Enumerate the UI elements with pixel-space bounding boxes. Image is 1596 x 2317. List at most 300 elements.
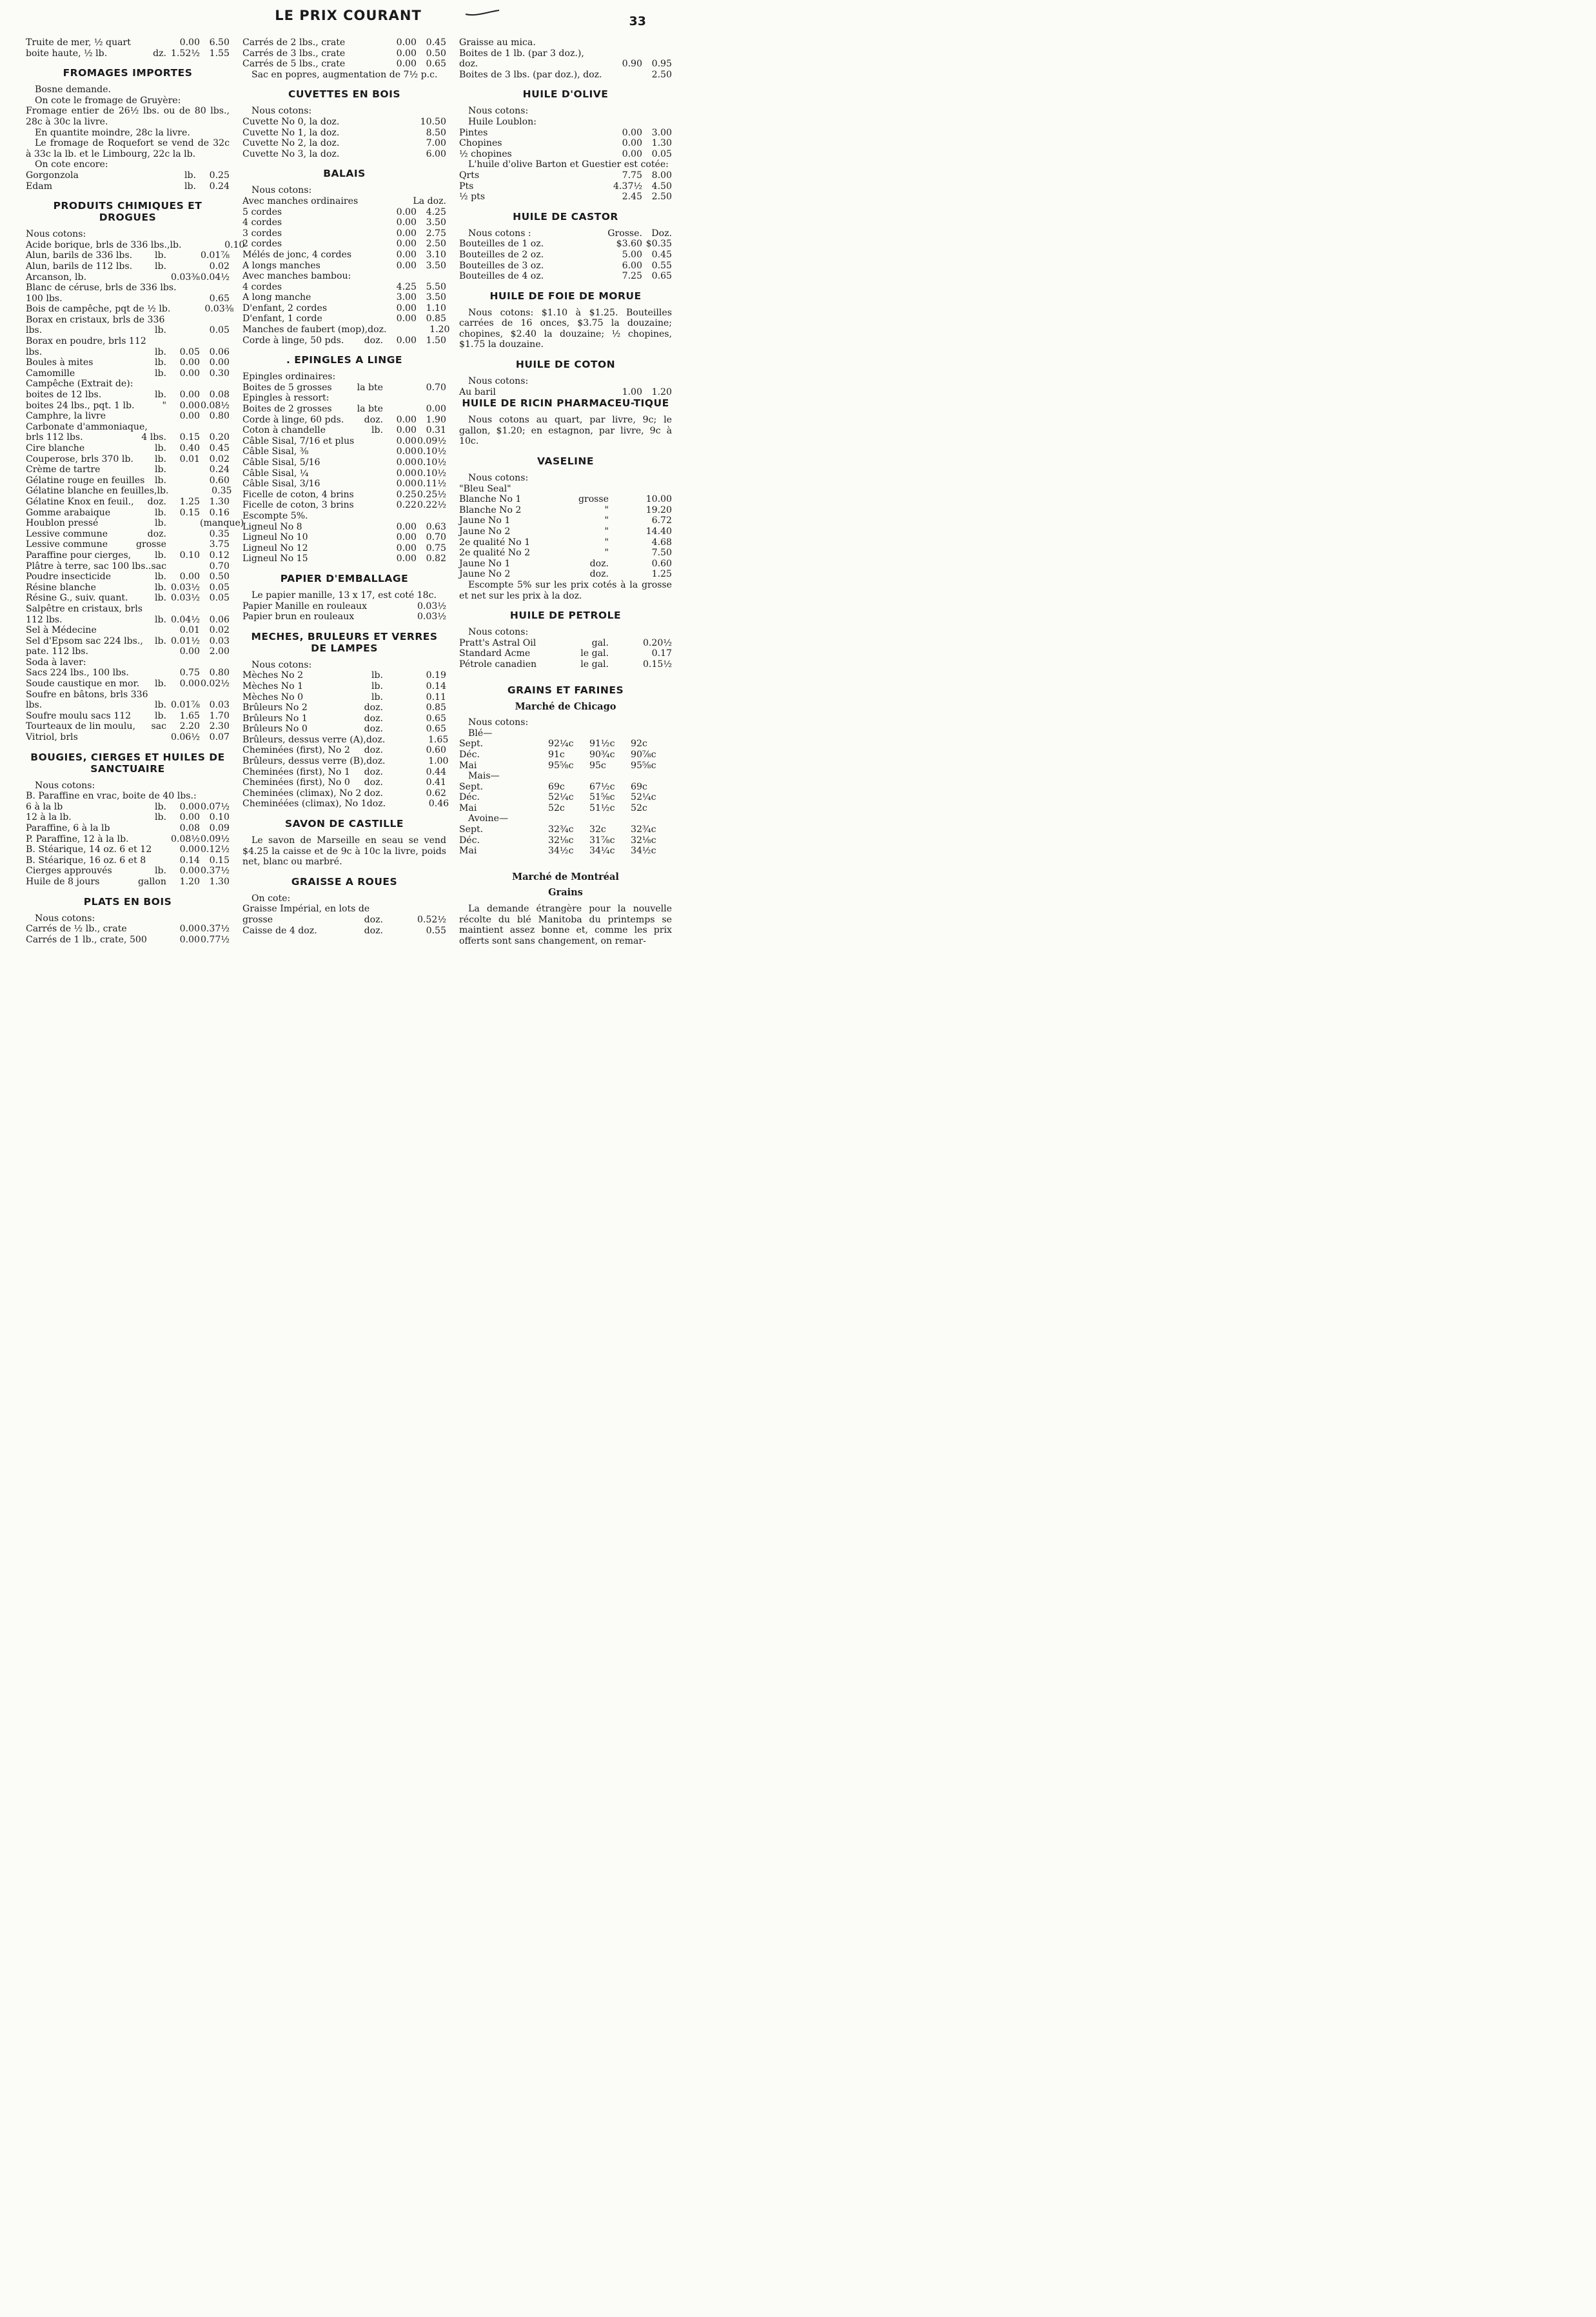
item-price-high: 0.52½ (417, 915, 446, 925)
item-label: A long manche (242, 292, 311, 303)
item-label: Mais— (468, 771, 500, 782)
item-unit: lb. (170, 239, 182, 250)
item-label: B. Paraffine en vrac, boite de 40 lbs.: (26, 791, 197, 802)
item-unit: doz. (364, 724, 383, 735)
item-label: D'enfant, 1 corde (242, 313, 322, 324)
item-price-low: 0.75 (179, 668, 200, 679)
item-price-high: 1.70 (209, 710, 230, 721)
item-unit: lb. (154, 453, 166, 464)
item-label: Brûleurs, dessus verre (A), (242, 734, 366, 745)
item-price-high: 0.03 (209, 700, 230, 711)
list-item (242, 904, 446, 915)
fromages-text-1: Bosne demande. (35, 85, 112, 95)
item-price (589, 813, 631, 824)
list-item (242, 724, 446, 735)
chimiques-list (26, 239, 245, 743)
list-item (26, 572, 230, 582)
item-price-high: 8.00 (651, 170, 672, 181)
item-price-high: 0.08½ (200, 400, 230, 411)
item-price-high: 0.30 (209, 368, 230, 379)
item-label: Plâtre à terre, sac 100 lbs.. (26, 561, 152, 572)
item-price-high: 0.06 (209, 614, 230, 625)
item-label: Poudre insecticide (26, 572, 112, 582)
plats-title: PLATS EN BOIS (83, 895, 172, 908)
item-price-low: 0.00 (179, 866, 200, 877)
morue-title: HUILE DE FOIE DE MORUE (489, 290, 642, 302)
item-unit: lb. (154, 710, 166, 721)
item-price-high: 0.20½ (642, 637, 672, 648)
list-item (242, 511, 446, 522)
list-item (242, 250, 446, 261)
item-label: Câble Sisal, ¼ (242, 468, 309, 479)
list-item (459, 728, 672, 739)
meches-title: MECHES, BRULEURS ET VERRES DE LAMPES (251, 630, 438, 654)
graisse-title: GRAISSE A ROUES (291, 875, 398, 888)
item-unit: lb. (154, 572, 166, 582)
item-price-high: 0.44 (426, 766, 446, 777)
item-price-low: 0.01½ (170, 635, 200, 646)
item-price-high: 10.00 (645, 494, 672, 505)
item-price-low: 0.40 (179, 443, 200, 453)
item-price-high: 0.05 (209, 593, 230, 604)
list-item (459, 128, 672, 139)
item-label: P. Paraffine, 12 à la lb. (26, 833, 129, 844)
list-item (26, 935, 230, 946)
list-item (459, 192, 672, 203)
item-unit: lb. (184, 170, 196, 181)
item-label: Cheminées (first), No 2 (242, 745, 350, 756)
list-item (459, 813, 672, 824)
list-item (242, 404, 446, 415)
item-unit: lb. (371, 681, 383, 691)
item-label: Tourteaux de lin moulu, (26, 721, 135, 732)
item-price-low: 2.45 (622, 192, 642, 203)
list-item (242, 756, 449, 767)
item-price-low: 0.00 (396, 457, 417, 468)
item-price-low: 1.20 (179, 876, 200, 887)
list-item (26, 315, 230, 326)
list-item (459, 59, 672, 70)
item-price (631, 728, 672, 739)
list-item (459, 250, 672, 261)
castor-list (459, 239, 672, 281)
item-price-low: 0.03½ (170, 582, 200, 593)
chicago-title: Marché de Chicago (515, 701, 616, 712)
item-label: Cheminées (first), No 0 (242, 777, 350, 788)
item-price-low: 0.00 (396, 425, 417, 436)
cuvettes-intro: Nous cotons: (251, 106, 312, 117)
list-item (26, 791, 230, 802)
item-unit: lb. (154, 325, 166, 336)
item-unit: lb. (154, 346, 166, 357)
item-label: Mélés de jonc, 4 cordes (242, 249, 352, 260)
item-price-low: 0.00 (396, 446, 417, 457)
item-price-high: 0.05 (209, 325, 230, 336)
item-unit: doz. (366, 756, 386, 767)
item-price-low: 0.08½ (170, 833, 200, 844)
list-item (26, 239, 245, 251)
item-price-high: 2.50 (651, 69, 672, 80)
item-price-high: 0.05 (209, 582, 230, 593)
item-price-high: 0.50 (426, 48, 446, 59)
list-item (242, 601, 446, 612)
list-item (459, 505, 672, 516)
item-price: 32¾c (631, 824, 656, 835)
item-label: Boites de 1 lb. (par 3 doz.), (459, 48, 584, 59)
item-label: Ligneul No 12 (242, 542, 308, 553)
item-label: Jaune No 2 (459, 569, 511, 580)
papier-title: PAPIER D'EMBALLAGE (280, 572, 409, 584)
item-label: pate. 112 lbs. (26, 646, 89, 657)
fromages-text-4: En quantite moindre, 28c la livre. (35, 127, 190, 138)
list-item (242, 207, 446, 218)
balais-title: BALAIS (323, 168, 366, 180)
item-unit: lb. (154, 475, 166, 486)
item-price-low: 0.22 (396, 500, 417, 511)
item-unit: lb. (154, 464, 166, 475)
item-price-high: 3.50 (426, 217, 446, 228)
list-item (26, 454, 230, 465)
list-item (459, 149, 672, 160)
item-price-high: 1.90 (426, 414, 446, 425)
list-item (459, 638, 672, 649)
item-unit: doz. (364, 925, 383, 936)
list-item (26, 866, 230, 877)
papier-text: Le papier manille, 13 x 17, est coté 18c. (251, 590, 437, 601)
item-unit: doz. (147, 528, 166, 539)
vaseline-intro-1: Nous cotons: (468, 473, 529, 484)
item-label: Mèches No 1 (242, 681, 304, 691)
item-unit: gal. (591, 637, 609, 648)
item-label: Carrés de ½ lb., crate (26, 924, 127, 935)
item-label: Epingles ordinaires: (242, 372, 336, 383)
item-unit: lb. (157, 486, 169, 497)
list-item (242, 468, 446, 479)
item-price-high: 0.02 (209, 261, 230, 272)
montreal-sub: Grains (548, 887, 583, 899)
item-price-low: 0.01 (179, 625, 200, 636)
column-1 (26, 37, 245, 945)
list-item (242, 425, 446, 436)
item-label: 2e qualité No 2 (459, 548, 531, 559)
item-price-low: 0.03½ (170, 593, 200, 604)
item-price-high: 0.55 (651, 260, 672, 271)
castor-head-label: Nous cotons : (468, 228, 531, 239)
item-price-high: 0.65 (426, 59, 446, 70)
list-item (26, 646, 230, 657)
castor-head (459, 228, 672, 239)
item-unit: lb. (154, 866, 166, 877)
list-item (459, 761, 672, 771)
list-item (26, 250, 230, 261)
item-unit: gallon (137, 876, 166, 887)
item-price-low: 0.00 (396, 521, 417, 532)
item-label: Gélatine blanche en feuilles, (26, 486, 157, 497)
item-price: 34½c (548, 846, 574, 857)
list-item (26, 325, 230, 336)
item-unit: " (604, 526, 609, 537)
item-label: Couperose, brls 370 lb. (26, 453, 133, 464)
list-item (242, 261, 446, 272)
item-label: Boites de 2 grosses (242, 404, 332, 415)
list-item (459, 494, 672, 505)
item-price-high: 0.46 (428, 799, 449, 810)
carres-note: Sac en popres, augmentation de 7½ p.c. (251, 69, 438, 80)
olive-list (459, 128, 672, 160)
item-price-high: 4.50 (651, 181, 672, 192)
item-price-high: 0.77½ (200, 934, 230, 945)
item-price-high: 0.65 (651, 271, 672, 282)
item-label: Soude caustique en mor. (26, 679, 140, 690)
item-label: A longs manches (242, 260, 320, 271)
item-price-high: 1.55 (209, 48, 230, 59)
list-item (242, 681, 446, 692)
item-label: Boites de 5 grosses (242, 382, 332, 393)
list-item (459, 537, 672, 548)
list-item (459, 387, 672, 398)
item-label: Manches de faubert (mop), (242, 324, 368, 335)
item-price-high: 0.60 (209, 475, 230, 486)
list-item (242, 59, 446, 70)
item-price-high: 0.31 (426, 425, 446, 436)
item-unit: lb. (154, 261, 166, 272)
item-label: lbs. (26, 325, 43, 336)
item-price: 31⅞c (589, 835, 615, 846)
item-price-high: 0.12½ (200, 844, 230, 855)
item-unit: lb. (154, 368, 166, 379)
item-price-low: 2.20 (179, 721, 200, 732)
item-price-low: 0.00 (396, 479, 417, 490)
item-label: Vitriol, brls (26, 732, 78, 743)
item-price-high: 0.03⅜ (204, 304, 234, 315)
item-label: Sept. (459, 739, 484, 750)
item-price-high: 0.03 (209, 635, 230, 646)
item-label: Sacs 224 lbs., 100 lbs. (26, 668, 129, 679)
item-price-high: 0.10½ (417, 457, 446, 468)
vaseline-note: Escompte 5% sur les prix cotés à la grosse et net sur les prix à la doz. (459, 579, 672, 601)
list-item (459, 138, 672, 149)
item-label: Câble Sisal, 5/16 (242, 457, 320, 468)
item-label: Papier Manille en rouleaux (242, 601, 368, 612)
item-label: Câble Sisal, ⅜ (242, 446, 309, 457)
item-label: Gélatine rouge en feuilles (26, 475, 145, 486)
item-label: Bouteilles de 1 oz. (459, 239, 544, 250)
item-price-high: 1.30 (209, 496, 230, 507)
item-price-high: 0.09½ (417, 435, 446, 446)
item-price-high: 0.00 (209, 357, 230, 368)
list-item (459, 659, 672, 670)
item-label: Jaune No 1 (459, 515, 511, 526)
fromages-text-2: On cote le fromage de Gruyère: (35, 95, 181, 106)
list-item (26, 508, 230, 519)
petrole-list (459, 638, 672, 670)
list-item (459, 37, 672, 48)
meches-list (242, 670, 449, 810)
list-item (26, 293, 230, 304)
list-item (26, 443, 230, 454)
item-price-high: 3.50 (426, 260, 446, 271)
item-price-high: 0.11 (426, 691, 446, 702)
chimiques-title: PRODUITS CHIMIQUES ET DROGUES (53, 200, 202, 224)
list-item (459, 170, 672, 181)
list-item (242, 500, 446, 511)
cuvettes-list (242, 117, 446, 159)
list-item (242, 324, 450, 335)
item-price-low: 0.25 (396, 489, 417, 500)
list-item (26, 357, 230, 368)
list-item (26, 390, 230, 401)
item-unit: doz. (147, 496, 166, 507)
list-item (26, 679, 230, 690)
item-unit: lb. (154, 635, 166, 646)
item-price-low: 0.00 (396, 414, 417, 425)
item-price-high: 3.00 (651, 127, 672, 138)
item-label: Carrés de 3 lbs., crate (242, 48, 346, 59)
item-unit: lb. (154, 518, 166, 529)
coton-list (459, 387, 672, 398)
item-price-high: 0.80 (209, 668, 230, 679)
list-item (459, 559, 672, 570)
balais-head-label: Avec manches ordinaires (242, 195, 359, 206)
item-price-low: 0.00 (396, 303, 417, 313)
bougies-intro: Nous cotons: (35, 780, 95, 791)
item-label: Truite de mer, ½ quart (26, 37, 131, 48)
item-label: Mai (459, 760, 477, 771)
list-item (242, 271, 446, 282)
item-price-high: 0.04½ (200, 272, 230, 283)
olive-intro-2: Huile Loublon: (468, 116, 537, 127)
item-price-low: 7.75 (622, 170, 642, 181)
item-price (631, 813, 672, 824)
item-label: Brûleurs, dessus verre (B), (242, 756, 367, 767)
item-label: Mèches No 0 (242, 691, 304, 702)
vaseline-list (459, 494, 672, 580)
item-price (631, 771, 672, 782)
item-unit: lb. (154, 614, 166, 625)
item-price-high: 10.50 (420, 116, 446, 127)
fromages-text-5: Le fromage de Roquefort se vend de 32c à 33c la lb. et le Limbourg, 22c la lb. (26, 138, 230, 159)
column-2 (242, 37, 450, 936)
item-price-low: 0.00 (396, 468, 417, 479)
item-unit: sac (151, 561, 166, 572)
item-label: Gomme arabaique (26, 507, 111, 518)
item-label: Mai (459, 802, 477, 813)
item-price-high: 0.02 (209, 625, 230, 636)
item-price-high: 0.65 (426, 713, 446, 724)
item-unit: doz. (364, 777, 383, 788)
item-price-high: 0.35 (212, 486, 232, 497)
olive-intro-1: Nous cotons: (468, 106, 529, 117)
list-item (26, 924, 230, 935)
balais-head (242, 196, 446, 207)
item-price-high: 3.75 (209, 539, 230, 550)
item-label: Câble Sisal, 7/16 et plus (242, 435, 355, 446)
item-price (589, 728, 631, 739)
list-item (26, 497, 230, 508)
item-label: 6 à la lb (26, 801, 63, 812)
item-unit: lb. (154, 357, 166, 368)
item-price: 69c (631, 781, 647, 792)
item-label: B. Stéarique, 16 oz. 6 et 8 (26, 855, 146, 866)
item-price-low: 0.00 (396, 260, 417, 271)
list-item (242, 490, 446, 501)
item-price-high: 0.14 (426, 681, 446, 691)
list-item (26, 668, 230, 679)
item-label: Cuvette No 2, la doz. (242, 138, 340, 149)
item-price-low: 0.90 (622, 59, 642, 70)
item-label: Avec manches bambou: (242, 271, 351, 282)
list-item (26, 37, 230, 48)
item-unit: " (604, 537, 609, 548)
item-label: Ligneul No 8 (242, 521, 302, 532)
item-price-high: 2.30 (209, 721, 230, 732)
item-unit: doz. (368, 324, 387, 335)
item-label: Paraffine pour cierges, (26, 550, 132, 561)
list-item (459, 846, 672, 857)
list-item (242, 313, 446, 324)
item-price-low: 1.65 (179, 710, 200, 721)
list-item (26, 529, 230, 540)
item-price-high: 1.30 (651, 138, 672, 149)
item-label: Standard Acme (459, 648, 531, 659)
item-unit: grosse (135, 539, 166, 550)
list-item (26, 855, 230, 866)
item-label: Au baril (459, 386, 496, 397)
item-price-high: 0.70 (426, 532, 446, 543)
list-item (242, 239, 446, 250)
item-price-high: 0.05 (651, 148, 672, 159)
list-item (242, 926, 446, 937)
carres-list (242, 37, 446, 70)
list-item (26, 877, 230, 888)
item-price-high: 1.50 (426, 335, 446, 346)
list-item (459, 181, 672, 192)
item-price-high: 0.60 (426, 745, 446, 756)
item-unit: doz. (364, 335, 383, 346)
item-price-high: 0.07½ (200, 801, 230, 812)
item-price: 0.24 (209, 181, 230, 192)
item-label: Cheminées (climax), No 2 (242, 788, 362, 799)
list-item (242, 217, 446, 228)
item-label: Corde à linge, 50 pds. (242, 335, 344, 346)
item-unit: lb. (154, 593, 166, 604)
item-label: Gorgonzola (26, 170, 79, 181)
item-price-high: 0.45 (209, 443, 230, 453)
item-label: Qrts (459, 170, 480, 181)
item-price-high: 0.65 (426, 724, 446, 735)
item-label: Boites de 3 lbs. (par doz.), doz. (459, 69, 602, 80)
list-item (26, 48, 230, 59)
item-price-high: 0.12 (209, 550, 230, 561)
list-item (26, 401, 230, 412)
item-price-low: 0.00 (396, 435, 417, 446)
list-item (26, 283, 230, 293)
item-price: 32c (589, 824, 606, 835)
coton-intro: Nous cotons: (468, 376, 529, 387)
item-price-low: 0.00 (396, 228, 417, 239)
column-3 (459, 37, 672, 946)
item-label: Chopines (459, 138, 502, 149)
fromages-list (26, 170, 230, 192)
newspaper-page (0, 0, 696, 1011)
item-label: Résine blanche (26, 582, 96, 593)
item-price-low: 0.00 (622, 127, 642, 138)
item-price-low: 0.00 (396, 249, 417, 260)
item-price-high: 0.85 (426, 313, 446, 324)
item-label: 2e qualité No 1 (459, 537, 531, 548)
list-item (459, 271, 672, 282)
list-item (242, 670, 446, 681)
